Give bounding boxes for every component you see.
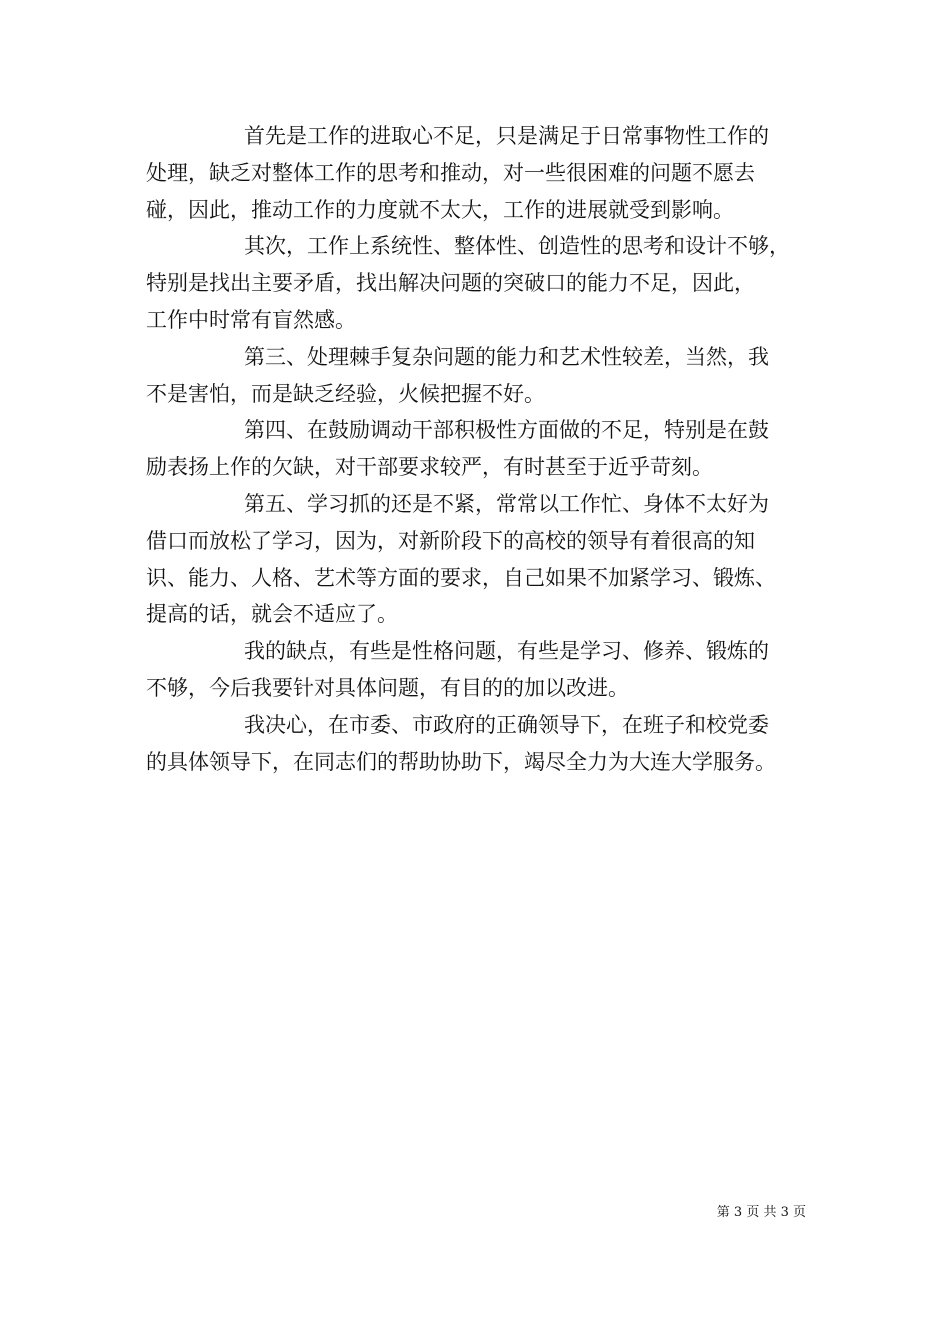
body-line-8: 不是害怕，而是缺乏经验，火候把握不好。 — [146, 381, 545, 406]
body-line-6: 工作中时常有盲然感。 — [146, 307, 356, 332]
page-number-footer: 第 3 页 共 3 页 — [716, 1205, 806, 1220]
body-line-3: 碰，因此，推动工作的力度就不太大，工作的进展就受到影响。 — [146, 197, 734, 222]
body-line-17: 我决心，在市委、市政府的正确领导下，在班子和校党委 — [244, 712, 769, 737]
body-line-4: 其次，工作上系统性、整体性、创造性的思考和设计不够， — [244, 234, 790, 259]
body-line-15: 我的缺点，有些是性格问题，有些是学习、修养、锻炼的 — [244, 639, 769, 664]
body-line-5: 特别是找出主要矛盾，找出解决问题的突破口的能力不足，因此， — [146, 271, 755, 296]
body-line-14: 提高的话，就会不适应了。 — [146, 602, 398, 627]
body-line-1: 首先是工作的进取心不足，只是满足于日常事物性工作的 — [244, 124, 769, 148]
body-line-9: 第四、在鼓励调动干部积极性方面做的不足，特别是在鼓 — [244, 418, 769, 443]
body-line-12: 借口而放松了学习，因为，对新阶段下的高校的领导有着很高的知 — [146, 528, 755, 553]
body-line-16: 不够，今后我要针对具体问题，有目的的加以改进。 — [146, 675, 629, 700]
body-line-13: 识、能力、人格、艺术等方面的要求，自己如果不加紧学习、锻炼、 — [146, 565, 776, 590]
body-line-10: 励表扬上作的欠缺，对干部要求较严，有时甚至于近乎苛刻。 — [146, 455, 713, 480]
document-body — [146, 118, 814, 780]
body-line-18: 的具体领导下，在同志们的帮助协助下，竭尽全力为大连大学服务。 — [146, 749, 776, 774]
body-line-7: 第三、处理棘手复杂问题的能力和艺术性较差，当然，我 — [244, 344, 769, 369]
body-line-11: 第五、学习抓的还是不紧，常常以工作忙、身体不太好为 — [244, 491, 769, 516]
body-line-2: 处理，缺乏对整体工作的思考和推动，对一些很困难的问题不愿去 — [146, 160, 755, 185]
